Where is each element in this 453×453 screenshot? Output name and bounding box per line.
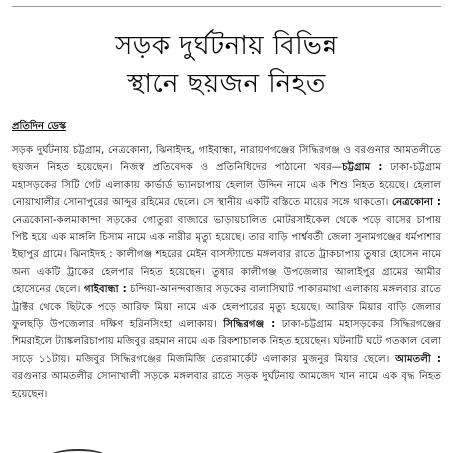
byline: প্রতিদিন ডেস্ক bbox=[12, 121, 67, 132]
place-label-netrokona: নেত্রকোনা : bbox=[392, 197, 441, 209]
place-label-amtali: আমতলী : bbox=[395, 353, 441, 365]
place-label-chattogram: চট্টগ্রাম : bbox=[342, 162, 383, 174]
intro-text: সড়ক দুর্ঘটনায় চট্টগ্রাম, নেত্রকোনা, ঝিনাইদহ, গাইবান্ধা, নারায়ণগঞ্জের সিদ্ধিরগঞ্জ ও বরগুনার আমতলীতে ছয়জন নিহত হয়েছেন। নিজস্ব প্রতিবেদক ও প্রতিনিধিদের পাঠানো খবর— bbox=[12, 145, 441, 174]
cropped-bottom-edge bbox=[0, 447, 453, 453]
report-netrokona-jhenaidah: নেত্রকোনা-কলমাকান্দা সড়কের গোতুরা বাজারে ভাড়ায়চালিত মোটরসাইকেল থেকে পড়ে বাসের চাপায় পিষ্ট হয়ে এক মাঙ্গলি চিসাম নামে এক নারীর মৃত্যু হয়েছে। তার বাড়ি পার্শ্ববর্তী জেলা সুনামগঞ্জের ধর্মপাশার ইছাপুর গ্রামে। ঝিনাইদহ : কালীগঞ্জ শহরের মেইন বাসস্ট্যান্ডে মঙ্গলবার রাতে ট্রাকচাপায় তুষার হোসেন নামে অন্য একটি ট্রাকের হেলপার নিহত হয়েছেন। তুষার কালীগঞ্জ উপজেলার আলাইপুর গ্রামের আমীর হোসেনের ছেলে। bbox=[12, 214, 441, 296]
place-label-gaibandha: গাইবান্ধা : bbox=[84, 284, 127, 296]
cropped-glyph-fragment bbox=[48, 449, 108, 453]
headline-line-1: সড়ক দুর্ঘটনায় বিভিন্ন bbox=[115, 31, 338, 61]
report-gaibandha: চন্দিয়া-আনন্দবাজার সড়কের বালাসিঘাট পাকারমাথা এলাকায় মঙ্গলবার রাতে ট্রাক্টর থেকে ছিটকে পড়ে আরিফ মিয়া নামে এক হেলপারের মৃত্যু হয়েছে। আরিফ মিয়ার বাড়ি জেলার ফুলছড়ি উপজেলার দক্ষিণ হরিনসিংহা এলাকায়। bbox=[12, 284, 441, 331]
headline-line-2: স্থানে ছয়জন নিহত bbox=[127, 69, 326, 99]
report-chattogram: ঢাকা-চট্টগ্রাম মহাসড়কের সিটি গেট এলাকায় কার্ভার্ড ভ্যানচাপায় হেলাল উদ্দিন নামে এক শিশু নিহত হয়েছে। হেলাল নোয়াখালীর সোনাপুরের আব্দুর রহিমের ছেলে। সে স্থানীয় একটি বস্তিতে মায়ের সঙ্গে থাকতো। bbox=[12, 162, 441, 209]
article-body bbox=[12, 142, 441, 403]
headline bbox=[12, 27, 441, 103]
report-siddhirganj: ঢাকা-চট্টগ্রাম মহাসড়কের সিদ্ধিরগঞ্জের শিমরাইলে ট্যাঙ্কলরিচাপায় মজিবুর রহমান নামে এক রিকশাচালক নিহত হয়েছেন। ঘটনাটি ঘটে গতকাল বেলা সাড়ে ১১টায়। মজিবুর সিদ্ধিরগঞ্জের মিজমিজি তেরামার্কেট এলাকার মুজনুর মিয়ার ছেলে। bbox=[12, 319, 441, 365]
report-amtali: বরগুনার আমতলীর সোনাখালী সড়কে মঙ্গলবার রাতে সড়ক দুর্ঘটনায় আমজেদ খান নামে এক বৃদ্ধ নিহত হয়েছেন। bbox=[12, 371, 441, 400]
place-label-siddhirganj: সিদ্ধিরগঞ্জ : bbox=[223, 319, 276, 331]
cropped-top-edge bbox=[12, 0, 441, 7]
